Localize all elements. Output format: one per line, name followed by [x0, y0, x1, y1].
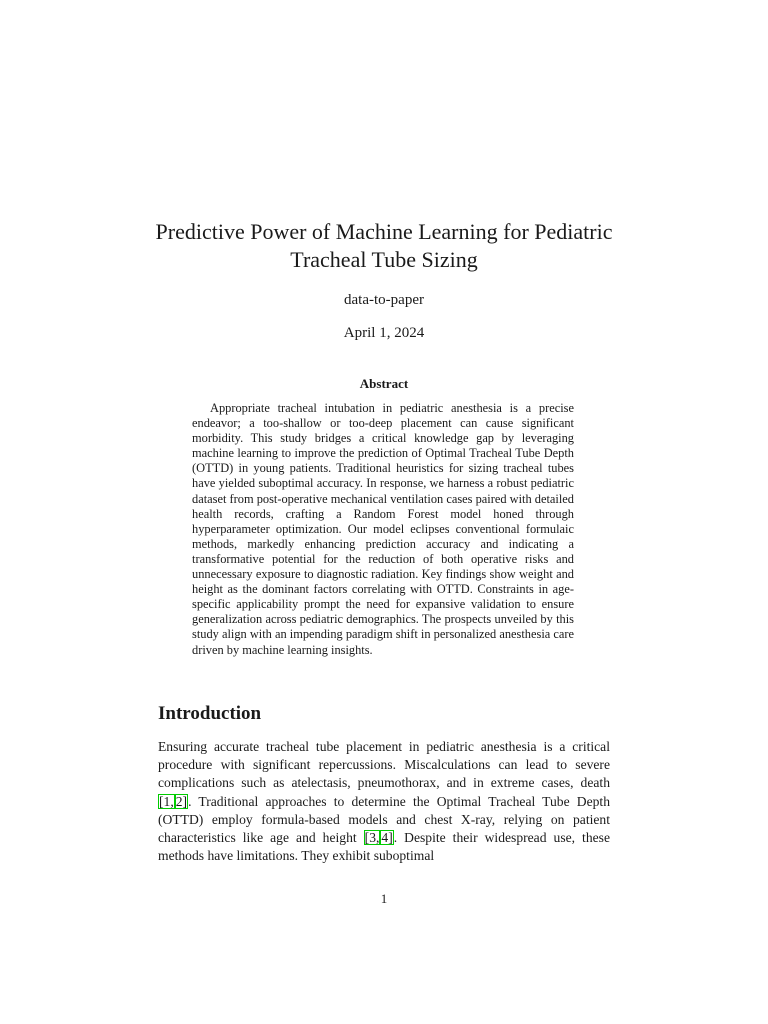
paper-title: [130, 218, 638, 274]
citation-link-2[interactable]: 2]: [175, 793, 188, 809]
citation-link-4[interactable]: 4]: [381, 830, 393, 846]
abstract-text: Appropriate tracheal intubation in pediatric anesthesia is a precise endeavor; a too-shallow or too-deep placement can cause significant morbidity. This study bridges a critical knowledge gap by leveraging machine learning to improve the prediction of Optimal Tracheal Tube Depth (OTTD) in young patients. Traditional heuristics for sizing tracheal tubes have yielded suboptimal accuracy. In response, we harness a robust pediatric dataset from post-operative mechanical ventilation cases paired with detailed health records, crafting a Random Forest model honed through hyperparameter optimization. Our model eclipses conventional formulaic methods, markedly enhancing prediction accuracy and indicating a transformative potential for the reduction of both operative risks and unnecessary exposure to diagnostic radiation. Key findings show weight and height as the dominant factors correlating with OTTD. Constraints in age-specific applicability prompt the need for expansive validation to ensure generalization across pediatric demographics. The prospects unveiled by this study align with an impending paradigm shift in personalized anesthesia care driven by machine learning insights.: [192, 401, 574, 657]
introduction-heading: Introduction: [158, 703, 262, 724]
page-number: 1: [380, 891, 388, 906]
citation-link-1[interactable]: [1,: [159, 793, 174, 809]
abstract-heading: Abstract: [359, 376, 409, 391]
citation-link-3[interactable]: [3,: [364, 830, 380, 846]
paper-author: data-to-paper: [344, 292, 424, 308]
introduction-text-segment: . Despite their widespread use, these methods have limitations. They exhibit suboptimal: [158, 830, 610, 864]
introduction-text: [158, 738, 610, 865]
paper-title-line-2: Tracheal Tube Sizing: [290, 247, 478, 272]
introduction-text-segment: Ensuring accurate tracheal tube placement in pediatric anesthesia is a critical procedure with significant repercussions. Miscalculations can lead to severe complications such as atelectasis, pneumothorax, and in extreme cases, death: [158, 739, 610, 791]
introduction-text-segment: . Traditional approaches to determine the Optimal Tracheal Tube Depth (OTTD) employ formula-based models and chest X-ray, relying on patient characteristics like age and height: [158, 793, 610, 846]
paper-date: April 1, 2024: [343, 325, 425, 341]
paper-title-line-1: Predictive Power of Machine Learning for Pediatric: [155, 219, 613, 244]
